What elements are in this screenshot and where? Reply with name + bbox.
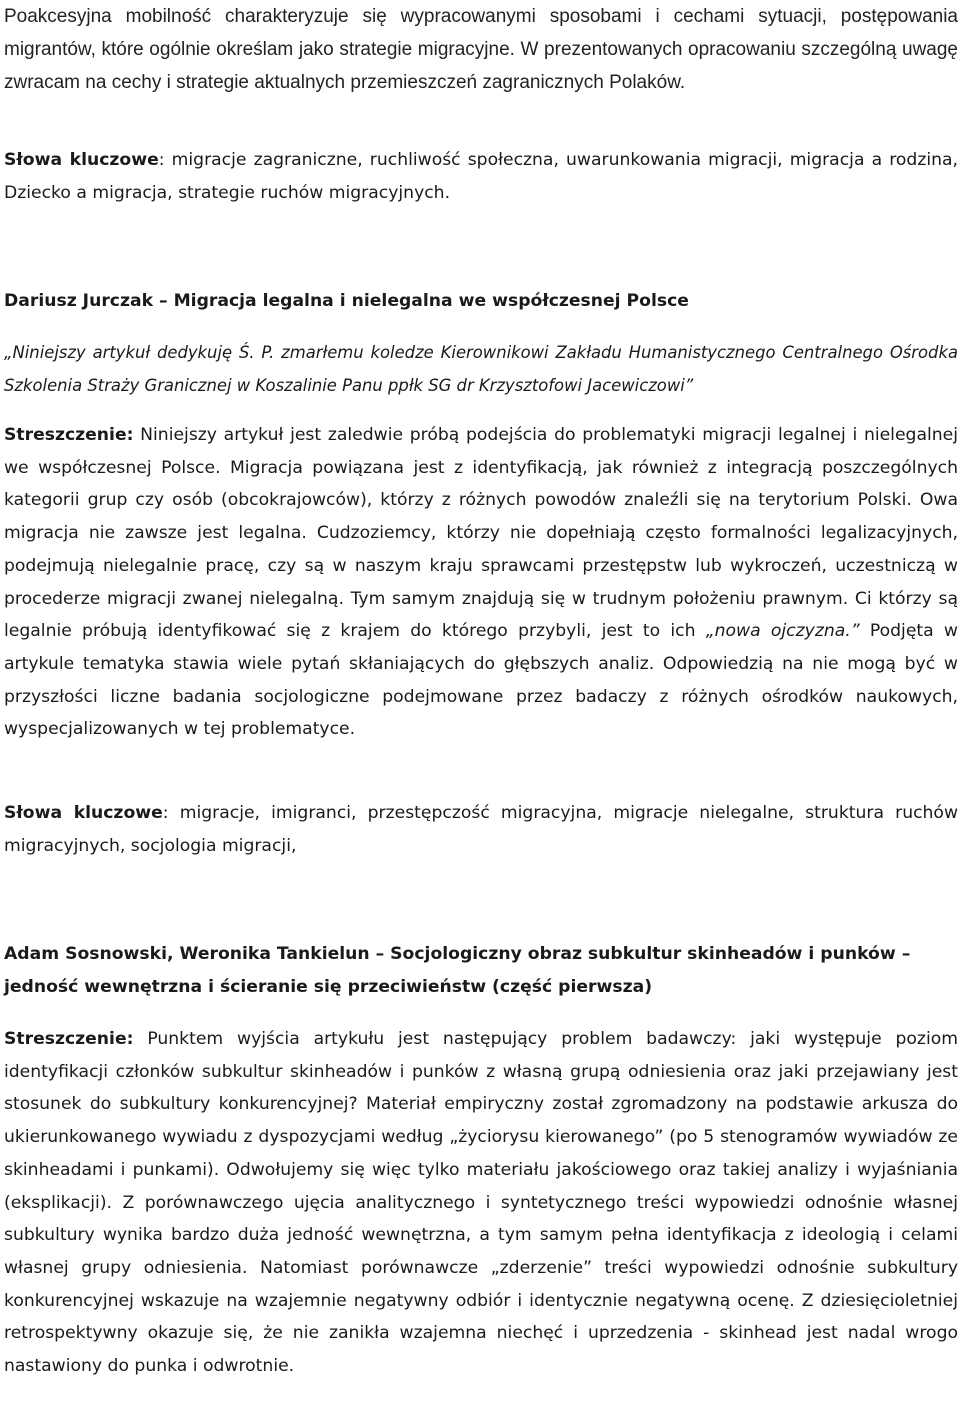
keywords-label: Słowa kluczowe [4, 803, 163, 823]
article-title-2: Adam Sosnowski, Weronika Tankielun – Socjologiczny obraz subkultur skinheadów i punków – jedność wewnętrzna i ścieranie się przeciwieństw (część pierwsza) [4, 944, 911, 997]
keywords-paragraph-2 [4, 797, 958, 862]
abstract-label: Streszczenie: [4, 425, 134, 445]
abstract-text-part1: Niniejszy artykuł jest zaledwie próbą podejścia do problematyki migracji legalnej i nielegalnej we współczesnej Polsce. Migracja powiązana jest z identyfikacją, jak również z integracją poszczególnych kategorii grup czy osób (obcokrajowców), którzy z różnych powodów znaleźli się na terytorium Polski. Owa migracja nie zawsze jest legalna. Cudzoziemcy, którzy nie dopełniają często formalności legalizacyjnych, podejmują nielegalnie pracę, czy są w naszym kraju sprawcami przestępstw lub wykroczeń, uczestniczą w procederze migracji zwanej nielegalną. Tym samym znajdują się w trudnym położeniu prawnym. Ci którzy są legalnie próbują identyfikować się z krajem do którego przybyli, jest to ich [4, 425, 958, 642]
abstract-paragraph-2 [4, 1023, 958, 1383]
dedication: „Niniejszy artykuł dedykuję Ś. P. zmarłemu koledze Kierownikowi Zakładu Humanistycznego Centralnego Ośrodka Szkolenia Straży Granicznej w Koszalinie Panu ppłk SG dr Krzysztofowi Jacewiczowi” [4, 343, 958, 395]
article-title-1: Dariusz Jurczak – Migracja legalna i nielegalna we współczesnej Polsce [4, 291, 689, 311]
abstract-text: Punktem wyjścia artykułu jest następujący problem badawczy: jaki występuje poziom identyfikacji członków subkultur skinheadów i punków z własną grupą odniesienia oraz jaki przejawiany jest stosunek do subkultury konkurencyjnej? Materiał empiryczny został zgromadzony na podstawie arkusza do ukierunkowanego wywiadu z dyspozycjami według „życiorysu kierowanego” (po 5 stenogramów wywiadów ze skinheadami i punkami). Odwołujemy się więc tylko materiału jakościowego oraz takiej analizy i wyjaśniania (eksplikacji). Z porównawczego ujęcia analitycznego i syntetycznego treści wypowiedzi odnośnie własnej subkultury wynika bardzo duża jedność wewnętrzna, a tym samym pełna identyfikacja z ideologią i celami własnej grupy odniesienia. Natomiast porównawcze „zderzenie” treści wypowiedzi odnośnie subkultury konkurencyjnej wskazuje na wzajemnie negatywny odbiór i identycznie negatywną ocenę. Z dziesięcioletniej retrospektywny okazuje się, że nie zanikła wzajemna niechęć i uprzedzenia - skinhead jest nadal wrogo nastawiony do punka i odwrotnie. [4, 1029, 958, 1377]
keywords-text: : migracje zagraniczne, ruchliwość społeczna, uwarunkowania migracji, migracja a rodzina, Dziecko a migracja, strategie ruchów migracyjnych. [4, 150, 959, 203]
keywords-paragraph-1 [4, 144, 958, 209]
intro-paragraph [4, 0, 958, 99]
abstract-label: Streszczenie: [4, 1029, 134, 1049]
abstract-text-part2: Podjęta w artykule tematyka stawia wiele pytań skłaniających do głębszych analiz. Odpowiedzią na nie mogą być w przyszłości liczne badania socjologiczne podejmowane przez badaczy z różnych ośrodków naukowych, wyspecjalizowanych w tej problematyce. [4, 621, 958, 740]
keywords-text: : migracje, imigranci, przestępczość migracyjna, migracje nielegalne, struktura ruchów migracyjnych, socjologia migracji, [4, 803, 959, 856]
abstract-emphasis: „nowa ojczyzna.” [705, 621, 860, 642]
keywords-label: Słowa kluczowe [4, 150, 159, 170]
intro-text: Poakcesyjna mobilność charakteryzuje się wypracowanymi sposobami i cechami sytuacji, postępowania migrantów, które ogólnie określam jako strategie migracyjne. W prezentowanych opracowaniu szczególną uwagę zwracam na cechy i strategie aktualnych przemieszczeń zagranicznych Polaków. [4, 6, 958, 93]
abstract-paragraph-1 [4, 419, 958, 746]
